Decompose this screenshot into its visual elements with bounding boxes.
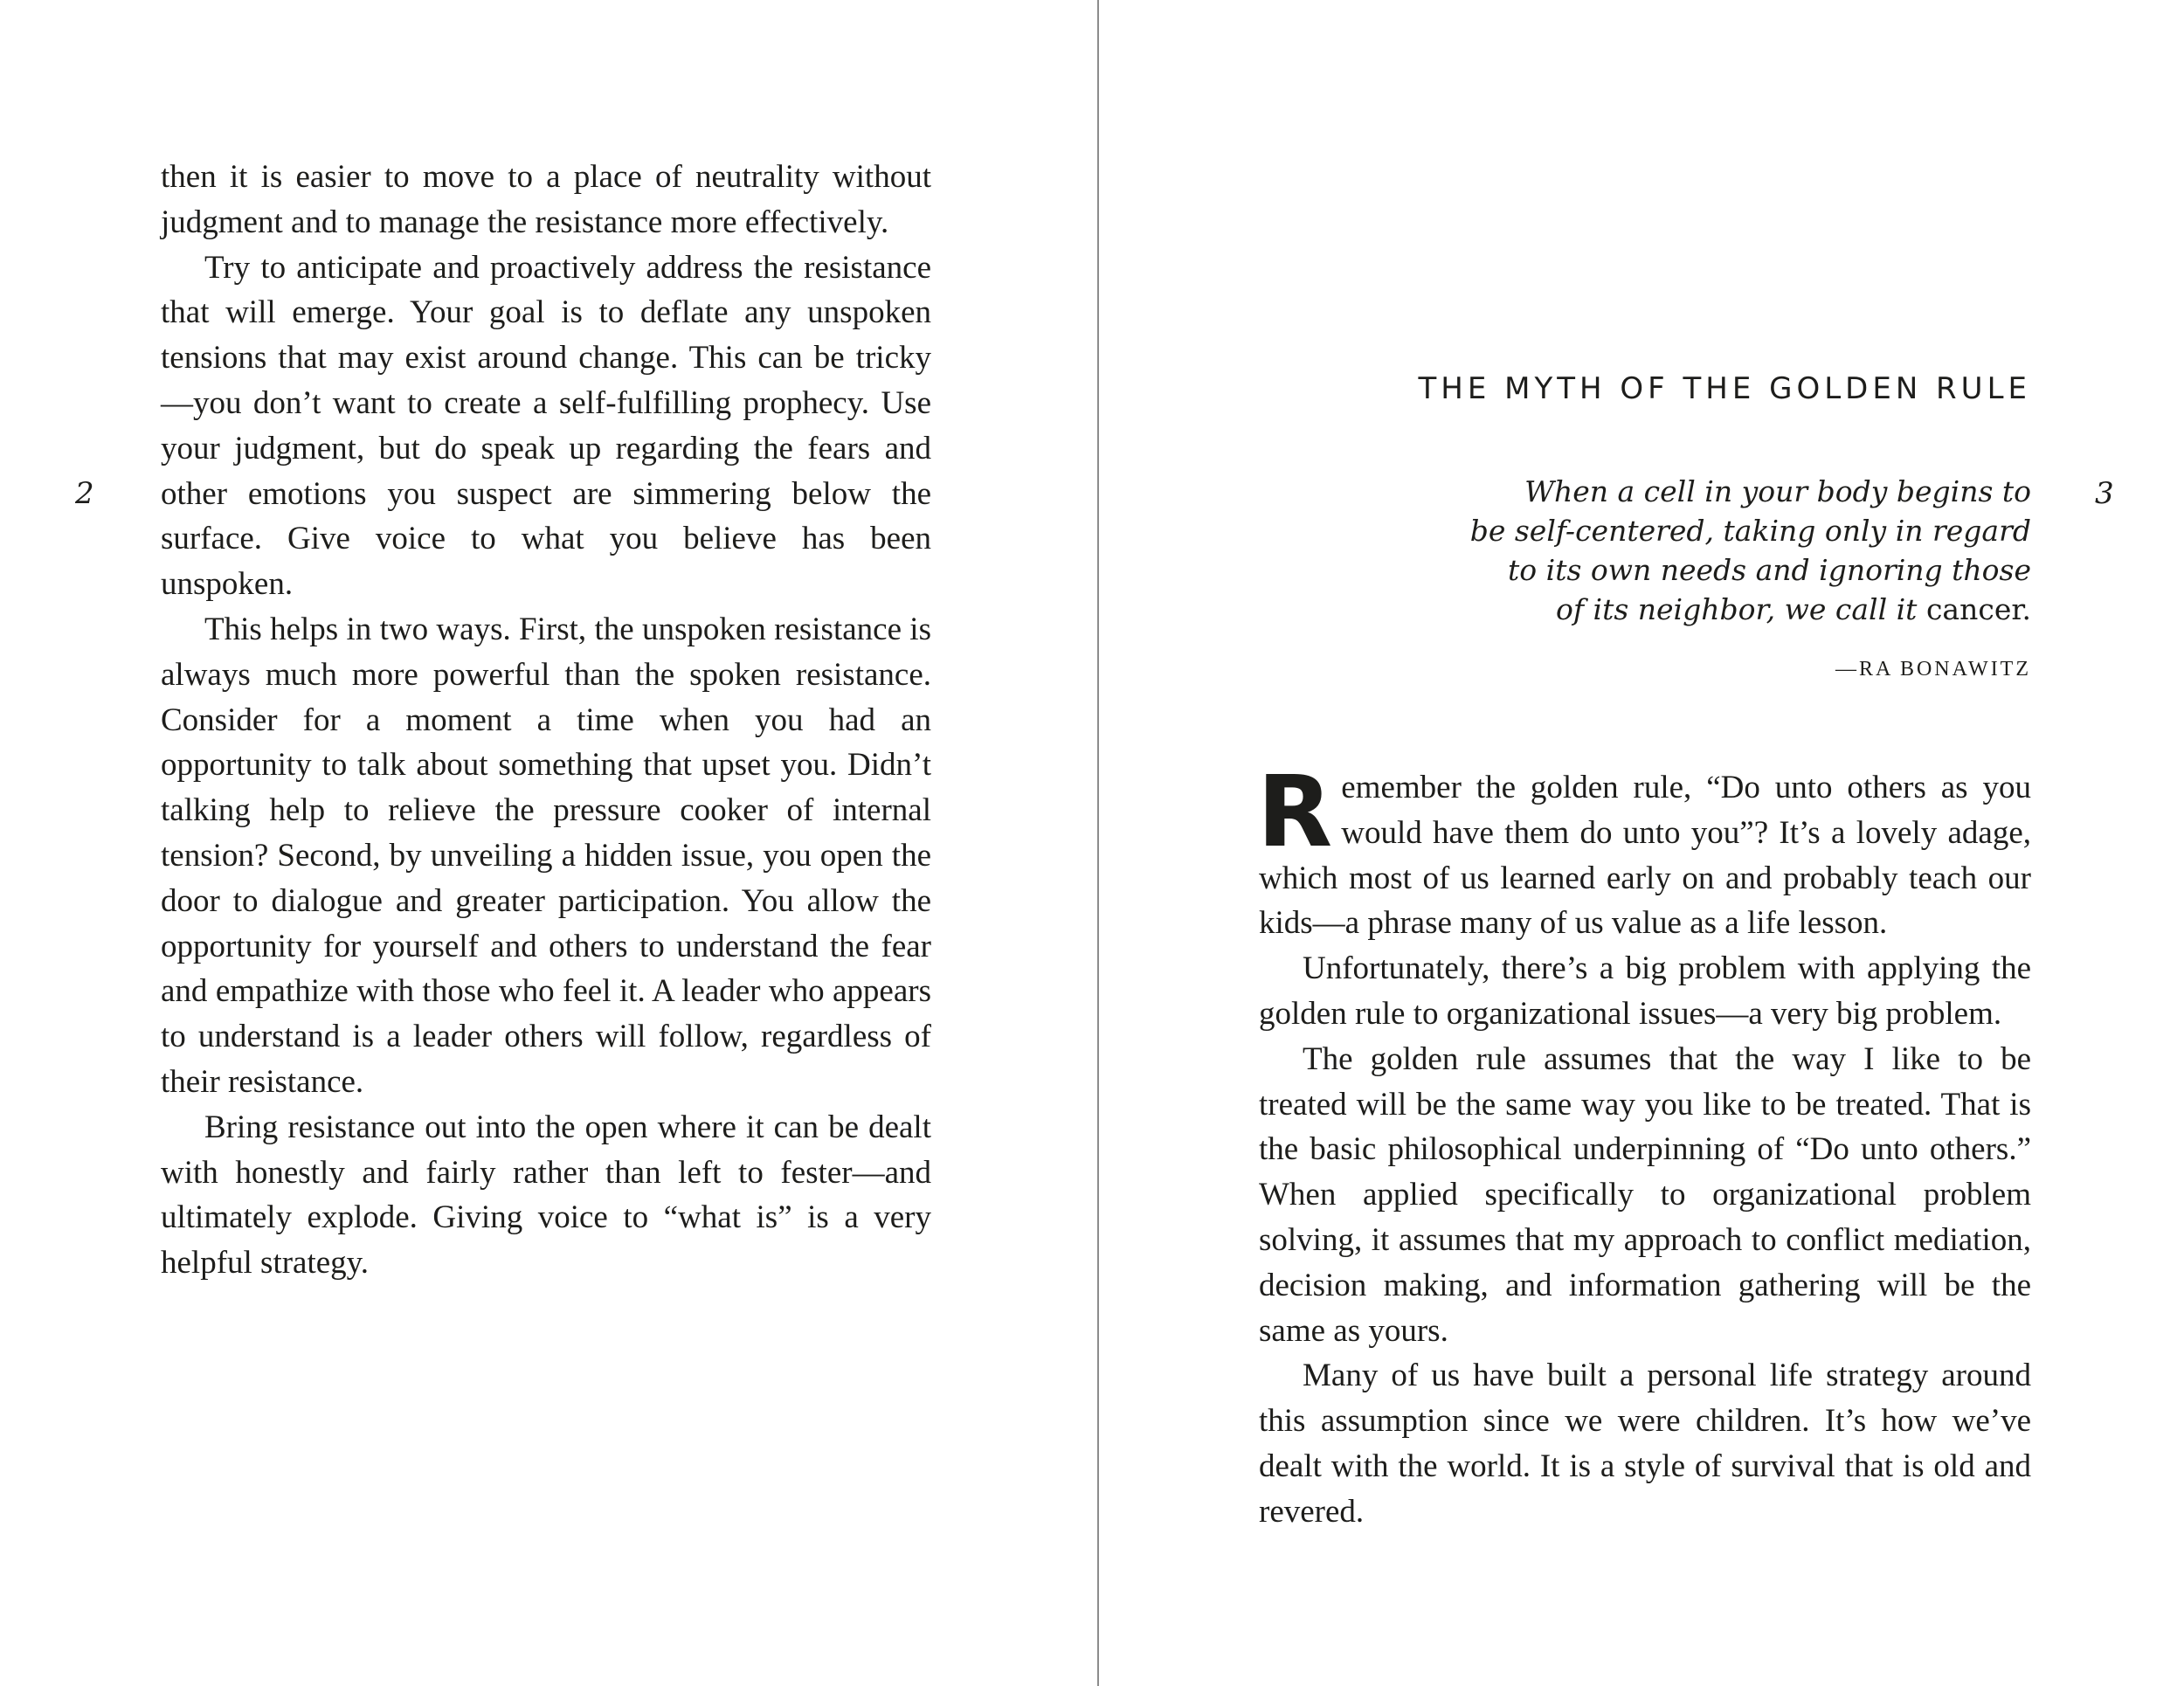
epigraph-line: When a cell in your body begins to — [1524, 474, 2031, 508]
page-number-right: 3 — [2095, 476, 2114, 511]
epigraph-final-word: cancer. — [1925, 592, 2031, 626]
epigraph-line-text: of its neighbor, we call it — [1555, 592, 1918, 626]
paragraph-continued: then it is easier to move to a place of neutrality without judgment and to manage the resistance more effectively. — [161, 159, 931, 240]
paragraph: This helps in two ways. First, the unspoken resistance is always much more powerful than the spoken resistance. Consider for a moment a time when you had an opportunity to talk about something that upset you. Didn’t talking help to relieve the pressure cooker of internal tension? Second, by unveiling a hidden issue, you open the door to dialogue and greater participation. You allow the opportunity for yourself and others to understand the fear and empathize with those who feel it. A leader who appears to understand is a leader others will follow, regardless of their resistance. — [161, 611, 931, 1100]
right-page-body — [1257, 756, 2031, 1535]
left-page-body — [161, 155, 931, 1286]
chapter-title: THE MYTH OF THE GOLDEN RULE — [1418, 371, 2031, 406]
epigraph-line: to its own needs and ignoring those — [1508, 553, 2031, 587]
epigraph-attribution: —RA BONAWITZ — [1835, 658, 2031, 681]
epigraph — [1420, 472, 2031, 629]
paragraph: Bring resistance out into the open where it can be dealt with honestly and fairly rather than left to fester—and ultimately explode. Giving voice to “what is” is a very helpful strategy. — [161, 1109, 931, 1282]
paragraph: Try to anticipate and proactively address the resistance that will emerge. Your goal is to deflate any unspoken tensions that may exist around change. This can be tricky—you don’t want to create a self-fulfilling prophecy. Use your judgment, but do speak up regarding the fears and other emotions you suspect are simmering below the surface. Give voice to what you believe has been unspoken. — [161, 249, 931, 603]
paragraph: Many of us have built a personal life strategy around this assumption since we were children. It’s how we’ve dealt with the world. It is a style of survival that is old and revered. — [1259, 1358, 2031, 1530]
opening-paragraph-text: emember the golden rule, “Do unto others as you would have them do unto you”? It’s a lovely adage, which most of us learned early on and probably teach our kids—a phrase many of us value as a life lesson. — [1259, 770, 2031, 942]
epigraph-line: be self-centered, taking only in regard — [1469, 514, 2031, 548]
epigraph-line-last — [1420, 590, 2031, 629]
opening-paragraph — [1257, 756, 2031, 946]
paragraph: Unfortunately, there’s a big problem with applying the golden rule to organizational issues—a very big problem. — [1259, 950, 2031, 1032]
page-number-left: 2 — [75, 476, 94, 511]
paragraph: The golden rule assumes that the way I like to be treated will be the same way you like to be treated. That is the basic philosophical underpinning of “Do unto others.” When applied specifically to organizational problem solving, it assumes that my approach to conflict mediation, decision making, and information gathering will be the same as yours. — [1259, 1040, 2031, 1349]
right-page — [1099, 0, 2184, 1686]
drop-cap: R — [1257, 756, 1333, 869]
